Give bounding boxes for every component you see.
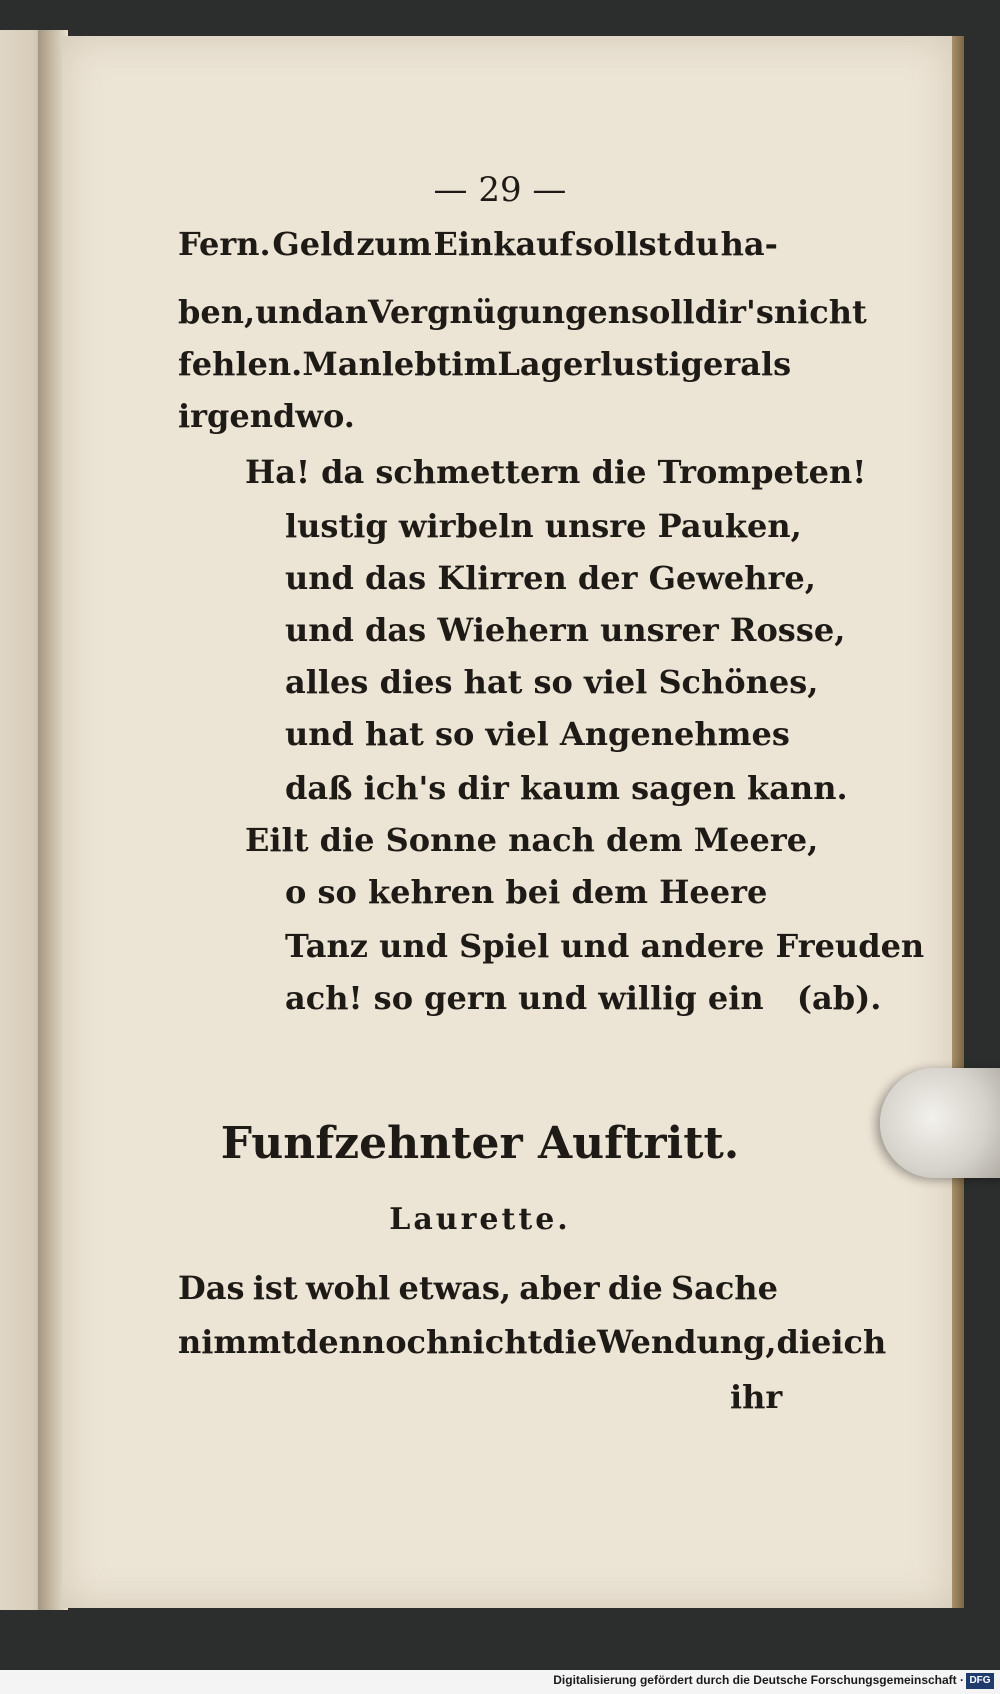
scene-heading: Funfzehnter Auftritt. bbox=[220, 1118, 740, 1169]
text-line-4: irgendwo. bbox=[178, 397, 355, 435]
word: aber bbox=[519, 1269, 600, 1307]
text-line-p2 bbox=[178, 1323, 887, 1361]
text-line-p1 bbox=[178, 1269, 778, 1307]
stage-direction: (ab). bbox=[796, 979, 882, 1017]
word: Lager bbox=[497, 345, 601, 383]
verse-line-5: alles dies hat so viel Schönes, bbox=[285, 663, 819, 701]
verse-line-6: und hat so viel Angenehmes bbox=[285, 715, 790, 753]
word: nimmt bbox=[178, 1323, 296, 1361]
word: dir's bbox=[694, 293, 774, 331]
word: zum bbox=[356, 225, 432, 263]
catchword: ihr bbox=[730, 1378, 783, 1416]
word: und bbox=[255, 293, 325, 331]
word: ich bbox=[831, 1323, 887, 1361]
word: nicht bbox=[449, 1323, 543, 1361]
word: Das bbox=[178, 1269, 245, 1307]
verse-line-4: und das Wiehern unsrer Rosse, bbox=[285, 611, 846, 649]
word: dennoch bbox=[295, 1323, 450, 1361]
text-line-2 bbox=[178, 293, 867, 331]
word: Sache bbox=[670, 1269, 778, 1307]
page-clip bbox=[880, 1068, 1000, 1178]
verse-line-8: Eilt die Sonne nach dem Meere, bbox=[245, 821, 819, 859]
footer-credit: Digitalisierung gefördert durch die Deutsche Forschungsgemeinschaft · bbox=[553, 1673, 964, 1687]
word: Einkauf bbox=[433, 225, 574, 263]
word: ha- bbox=[720, 225, 778, 263]
verse-line-9: o so kehren bei dem Heere bbox=[285, 873, 768, 911]
word: Man bbox=[302, 345, 382, 383]
word: lustiger bbox=[600, 345, 741, 383]
word: an bbox=[324, 293, 369, 331]
verse-line-3: und das Klirren der Gewehre, bbox=[285, 559, 816, 597]
word: du bbox=[673, 225, 719, 263]
word: nicht bbox=[773, 293, 867, 331]
word: lebt bbox=[381, 345, 452, 383]
verse-line-11 bbox=[285, 979, 882, 1017]
dfg-logo: DFG bbox=[966, 1673, 994, 1689]
word: Geld bbox=[272, 225, 355, 263]
word: ben, bbox=[178, 293, 256, 331]
word: sollst bbox=[574, 225, 672, 263]
word: im bbox=[451, 345, 498, 383]
page-number: — 29 — bbox=[433, 170, 567, 210]
verse-line-2: lustig wirbeln unsre Pauken, bbox=[285, 507, 802, 545]
text-line-3 bbox=[178, 345, 792, 383]
word: wohl bbox=[305, 1269, 391, 1307]
word: Vergnügungen bbox=[368, 293, 631, 331]
verse-line-7: daß ich's dir kaum sagen kann. bbox=[285, 769, 848, 807]
word: ist bbox=[252, 1269, 298, 1307]
word: soll bbox=[630, 293, 695, 331]
word: die bbox=[542, 1323, 598, 1361]
word: die bbox=[776, 1323, 832, 1361]
verse-text: ach! so gern und willig ein bbox=[285, 979, 764, 1017]
text-line-1 bbox=[178, 225, 778, 263]
page-edge bbox=[952, 36, 964, 1608]
word: fehlen. bbox=[178, 345, 303, 383]
word: die bbox=[607, 1269, 663, 1307]
speaker-name: Laurette. bbox=[389, 1202, 571, 1237]
word: als bbox=[740, 345, 792, 383]
verse-line-10: Tanz und Spiel und andere Freuden bbox=[285, 927, 925, 965]
word: etwas, bbox=[398, 1269, 512, 1307]
verse-line-1: Ha! da schmettern die Trompeten! bbox=[245, 453, 867, 491]
word: Fern. bbox=[178, 225, 271, 263]
word: Wendung, bbox=[597, 1323, 777, 1361]
